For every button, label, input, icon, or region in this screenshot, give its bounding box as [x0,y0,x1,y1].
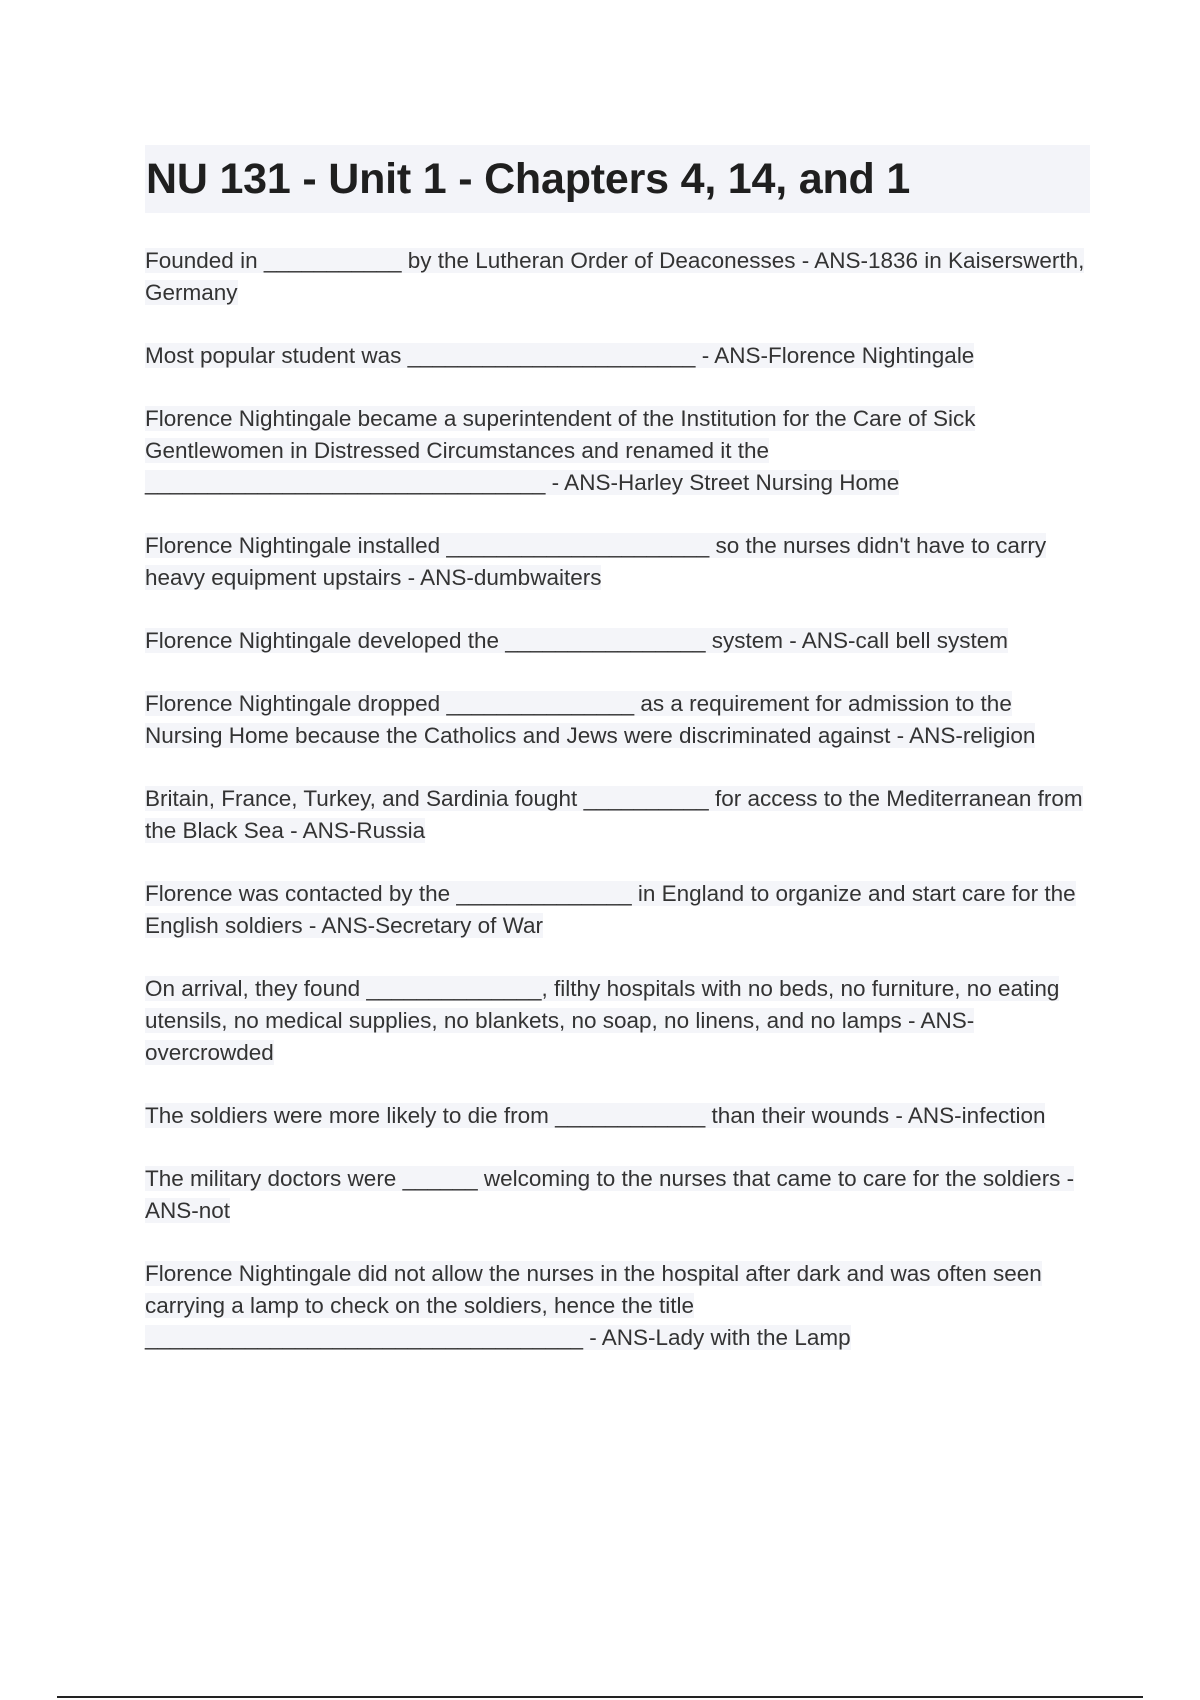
qa-item [145,1258,1090,1354]
qa-item [145,530,1090,594]
qa-text: Britain, France, Turkey, and Sardinia fought __________ for access to the Mediterranean from the Black Sea - ANS-Russia [145,786,1083,843]
qa-item [145,973,1090,1069]
qa-text: Florence Nightingale installed _____________________ so the nurses didn't have to carry heavy equipment upstairs - ANS-dumbwaiters [145,533,1047,590]
qa-text: Founded in ___________ by the Lutheran Order of Deaconesses - ANS-1836 in Kaiserswerth, Germany [145,248,1085,305]
qa-item [145,403,1090,499]
qa-text: The military doctors were ______ welcoming to the nurses that came to care for the soldiers - ANS-not [145,1166,1075,1223]
qa-item [145,625,1090,657]
page-title-block [145,145,1090,213]
qa-text: Florence Nightingale dropped _______________ as a requirement for admission to the Nursing Home because the Catholics and Jews were discriminated against - ANS-religion [145,691,1036,748]
footer-divider [57,1696,1143,1698]
qa-text: On arrival, they found ______________, filthy hospitals with no beds, no furniture, no eating utensils, no medical supplies, no blankets, no soap, no linens, and no lamps - ANS-overcrowded [145,976,1060,1065]
qa-item [145,245,1090,309]
qa-item [145,340,1090,372]
qa-text: Florence Nightingale became a superintendent of the Institution for the Care of Sick Gentlewomen in Distressed Circumstances and renamed it the ________________________________ - ANS-Harley Street Nursing Home [145,406,976,495]
qa-item [145,878,1090,942]
page-title: NU 131 - Unit 1 - Chapters 4, 14, and 1 [146,155,911,203]
qa-text: Most popular student was _______________________ - ANS-Florence Nightingale [145,343,975,368]
qa-text: Florence was contacted by the ______________ in England to organize and start care for the English soldiers - ANS-Secretary of War [145,881,1076,938]
qa-item [145,1100,1090,1132]
qa-item [145,783,1090,847]
qa-item [145,688,1090,752]
qa-item [145,1163,1090,1227]
question-answer-list [145,245,1090,1385]
qa-text: Florence Nightingale developed the ________________ system - ANS-call bell system [145,628,1009,653]
qa-text: The soldiers were more likely to die from ____________ than their wounds - ANS-infection [145,1103,1046,1128]
qa-text: Florence Nightingale did not allow the nurses in the hospital after dark and was often seen carrying a lamp to check on the soldiers, hence the title ___________________________________ - ANS-Lady with the Lamp [145,1261,1042,1350]
